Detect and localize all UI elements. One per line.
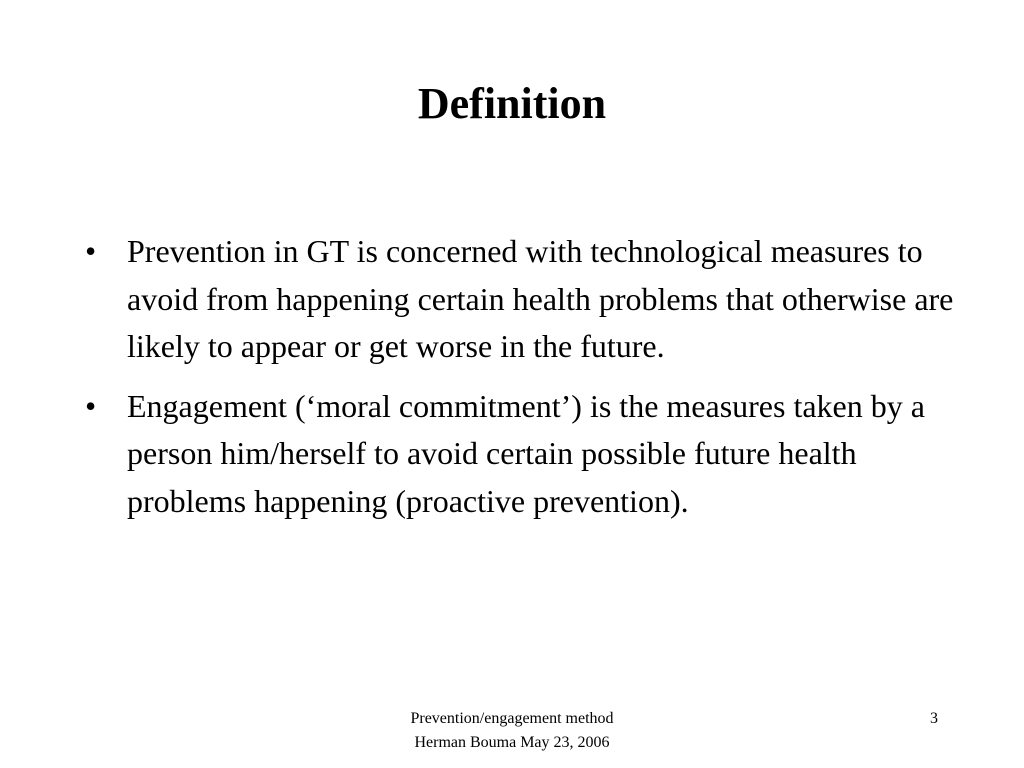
bullet-dot-icon: • [85,387,97,424]
bullet-item-prevention [85,228,955,371]
slide-title: Definition [417,79,607,128]
footer-subject: Prevention/engagement method [410,710,614,727]
slide-number: 3 [930,710,938,727]
footer-author-date: Herman Bouma May 23, 2006 [414,734,610,751]
bullet-text: Engagement (‘moral commitment’) is the measures taken by a person him/herself to avoid certain possible future health problems happening (proactive prevention). [127,387,925,519]
bullet-list [85,228,955,537]
bullet-item-engagement [85,383,955,526]
bullet-text: Prevention in GT is concerned with technological measures to avoid from happening certain health problems that otherwise are likely to appear or get worse in the future. [127,233,954,364]
bullet-dot-icon: • [85,233,97,269]
footer [312,707,712,755]
